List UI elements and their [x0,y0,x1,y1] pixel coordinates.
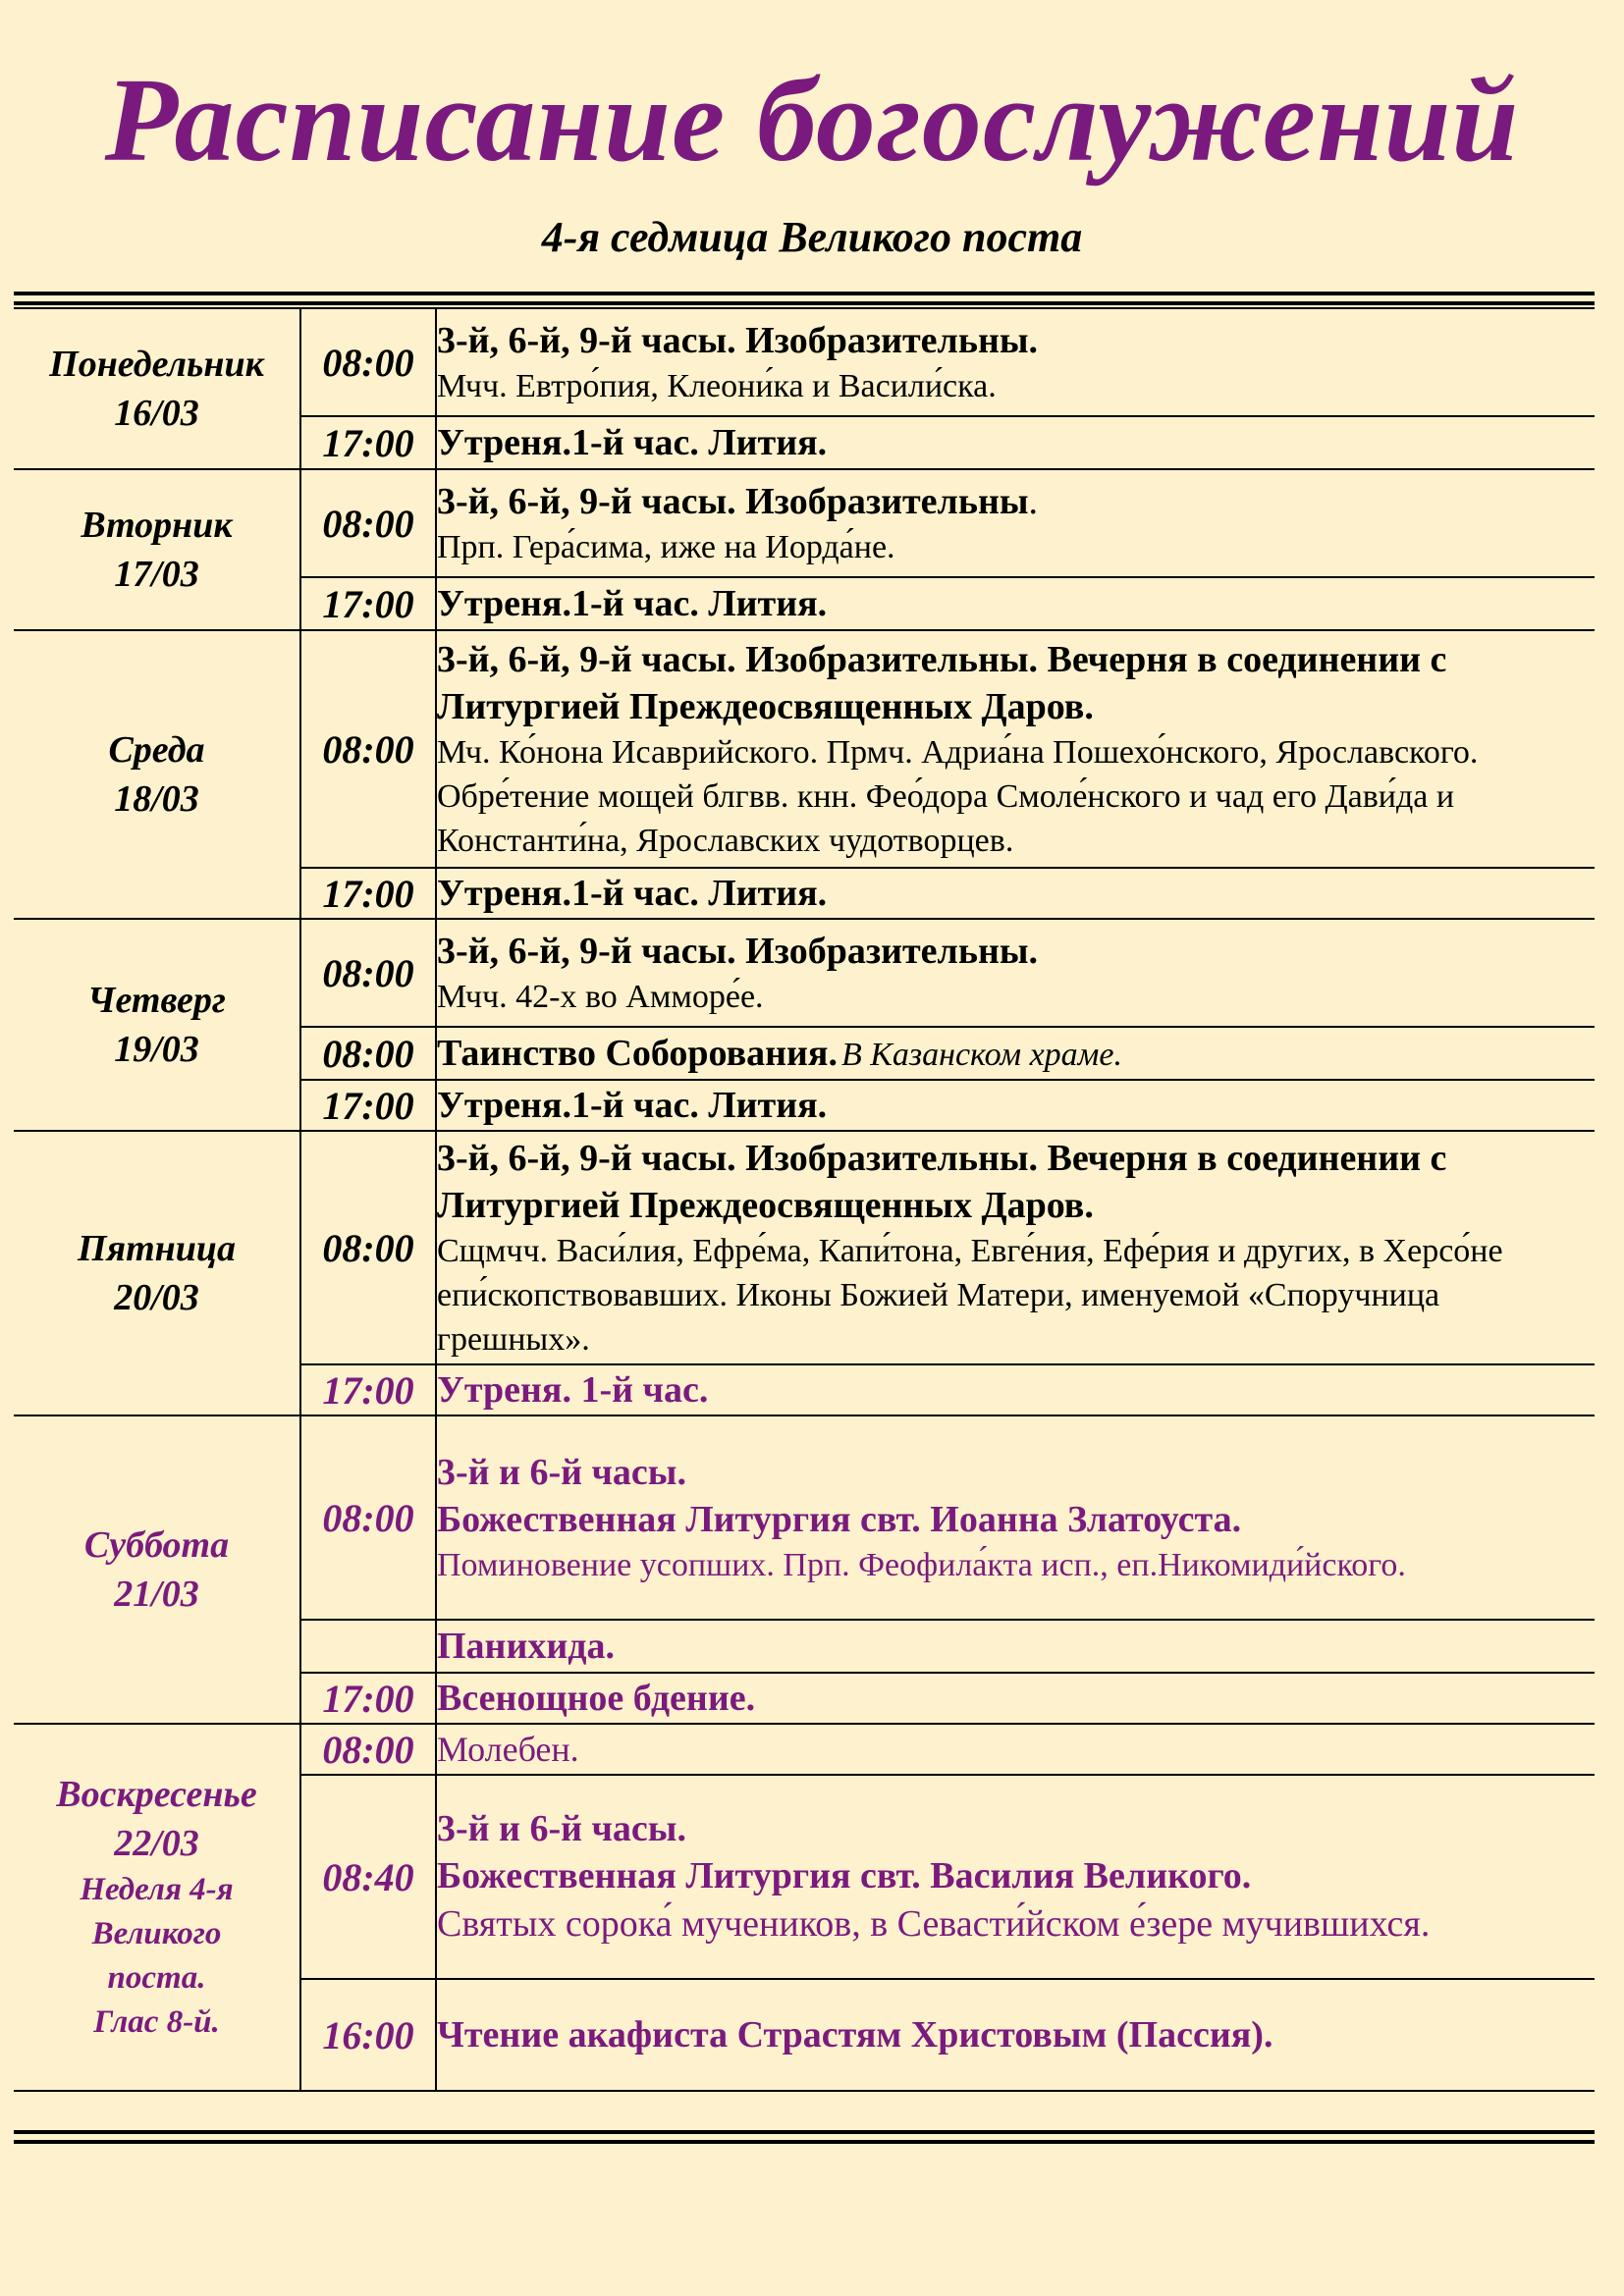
service-title [437,478,1595,525]
table-row [14,1724,1595,1775]
service-cell [436,1979,1595,2091]
table-row [14,469,1595,577]
service-cell [436,868,1595,919]
page-title: Расписание богослужений [104,54,1520,187]
service-desc: Поминовение усопших. Прп. Феофила́кта исп., еп.Никомиди́йского. [437,1546,1406,1583]
service-title: 3-й, 6-й, 9-й часы. Изобразительны. Вечерня в соединении с Литургией Преждеосвященных Даров. [437,638,1447,727]
service-title: Панихида. [437,1626,615,1667]
top-rule-second [14,301,1595,305]
service-title: Утреня. 1-й час. [437,1369,709,1411]
day-date: 17/03 [114,554,199,595]
day-date: 18/03 [114,778,199,820]
service-cell [436,1724,1595,1775]
schedule-table [14,307,1595,2092]
service-cell [436,308,1595,416]
time-cell: 17:00 [300,1364,436,1415]
time-cell: 17:00 [300,416,436,469]
day-date: 16/03 [114,393,199,434]
day-date: 19/03 [114,1029,199,1070]
table-row [14,1131,1595,1364]
day-cell [14,308,300,469]
service-cell [436,1131,1595,1364]
day-cell [14,630,300,919]
day-date: 22/03 [114,1823,199,1864]
table-row [14,919,1595,1027]
service-cell [436,1620,1595,1673]
day-name: Пятница [77,1228,237,1269]
service-title: Таинство Соборования. [437,1033,838,1074]
service-desc: Святых сорока́ мучеников, в Севасти́йском е́зере мучившихся. [437,1903,1431,1945]
page-subtitle: 4-я седмица Великого поста [541,213,1083,261]
service-desc: Прп. Гера́сима, иже на Иорда́не. [437,528,895,565]
table-row [14,1415,1595,1620]
service-cell [436,630,1595,868]
service-title-tail: . [1028,480,1039,522]
service-cell [436,1673,1595,1724]
day-date: 20/03 [114,1277,199,1318]
service-title: Всенощное бдение. [437,1678,756,1719]
service-title: Молебен. [437,1729,579,1769]
service-cell [436,1027,1595,1080]
service-cell [436,1364,1595,1415]
time-cell: 08:00 [300,919,436,1027]
table-row [14,308,1595,416]
service-title: 3-й, 6-й, 9-й часы. Изобразительны. Вечерня в соединении с Литургией Преждеосвященных Даров. [437,1137,1447,1226]
bottom-rule [14,2130,1595,2134]
service-title: 3-й, 6-й, 9-й часы. Изобразительны. [437,319,1039,361]
service-title: Божественная Литургия свт. Иоанна Златоуста. [437,1498,1242,1540]
service-cell [436,416,1595,469]
time-cell [300,1620,436,1673]
service-title: Чтение акафиста Страстям Христовым (Пассия). [437,2014,1273,2056]
day-date: 21/03 [114,1574,199,1615]
top-rule [14,292,1595,295]
day-cell [14,1131,300,1415]
service-title: Божественная Литургия свт. Василия Великого. [437,1855,1252,1896]
time-cell: 17:00 [300,868,436,919]
service-title: 3-й и 6-й часы. [437,1808,686,1849]
service-title-text: 3-й, 6-й, 9-й часы. Изобразительны [437,480,1029,522]
service-title: Утреня.1-й час. Лития. [437,422,828,463]
service-cell [436,1775,1595,1979]
day-name: Вторник [81,505,233,546]
day-name: Понедельник [49,344,264,385]
service-cell [436,1080,1595,1131]
service-cell [436,577,1595,630]
service-title: Утреня.1-й час. Лития. [437,583,828,624]
day-name: Суббота [83,1524,230,1566]
time-cell: 08:00 [300,1724,436,1775]
time-cell: 16:00 [300,1979,436,2091]
time-cell: 08:40 [300,1775,436,1979]
service-cell [436,919,1595,1027]
time-cell: 08:00 [300,1415,436,1620]
time-cell: 17:00 [300,1673,436,1724]
time-cell: 08:00 [300,308,436,416]
service-title: Утреня.1-й час. Лития. [437,1085,828,1126]
day-name: Четверг [87,980,226,1021]
service-desc: Мч. Ко́нона Исаврийского. Прмч. Адриа́на Пошехо́нского, Ярославского. Обре́тение мощей блгвв. кнн. Фео́дора Смоле́нского и чад его Дави́да и Константи́на, Ярославских чудотворцев. [437,733,1479,859]
day-note: Неделя 4-я Великого поста. Глас 8-й. [80,1872,234,2040]
service-title: Утреня.1-й час. Лития. [437,873,828,914]
service-desc: Мчч. 42-х во Амморе́е. [437,978,764,1015]
day-name: Среда [108,729,205,771]
day-cell [14,469,300,630]
table-row [14,630,1595,868]
service-cell [436,469,1595,577]
service-title: 3-й и 6-й часы. [437,1451,686,1493]
service-cell [436,1415,1595,1620]
time-cell: 08:00 [300,469,436,577]
day-cell [14,1724,300,2091]
service-desc: Сщмчч. Васи́лия, Ефре́ма, Капи́тона, Евге́ния, Ефе́рия и других, в Херсо́не епи́скопствовавших. Иконы Божией Матери, именуемой «Споручница грешных». [437,1232,1503,1358]
time-cell: 17:00 [300,577,436,630]
day-cell [14,1415,300,1724]
time-cell: 08:00 [300,1027,436,1080]
time-cell: 08:00 [300,1131,436,1364]
service-title: 3-й, 6-й, 9-й часы. Изобразительны. [437,930,1039,972]
time-cell: 17:00 [300,1080,436,1131]
day-cell [14,919,300,1131]
service-desc: Мчч. Евтро́пия, Клеони́ка и Васили́ска. [437,367,997,404]
bottom-rule-second [14,2140,1595,2144]
service-place: В Казанском храме. [840,1037,1122,1073]
day-name: Воскресенье [56,1774,257,1815]
time-cell: 08:00 [300,630,436,868]
